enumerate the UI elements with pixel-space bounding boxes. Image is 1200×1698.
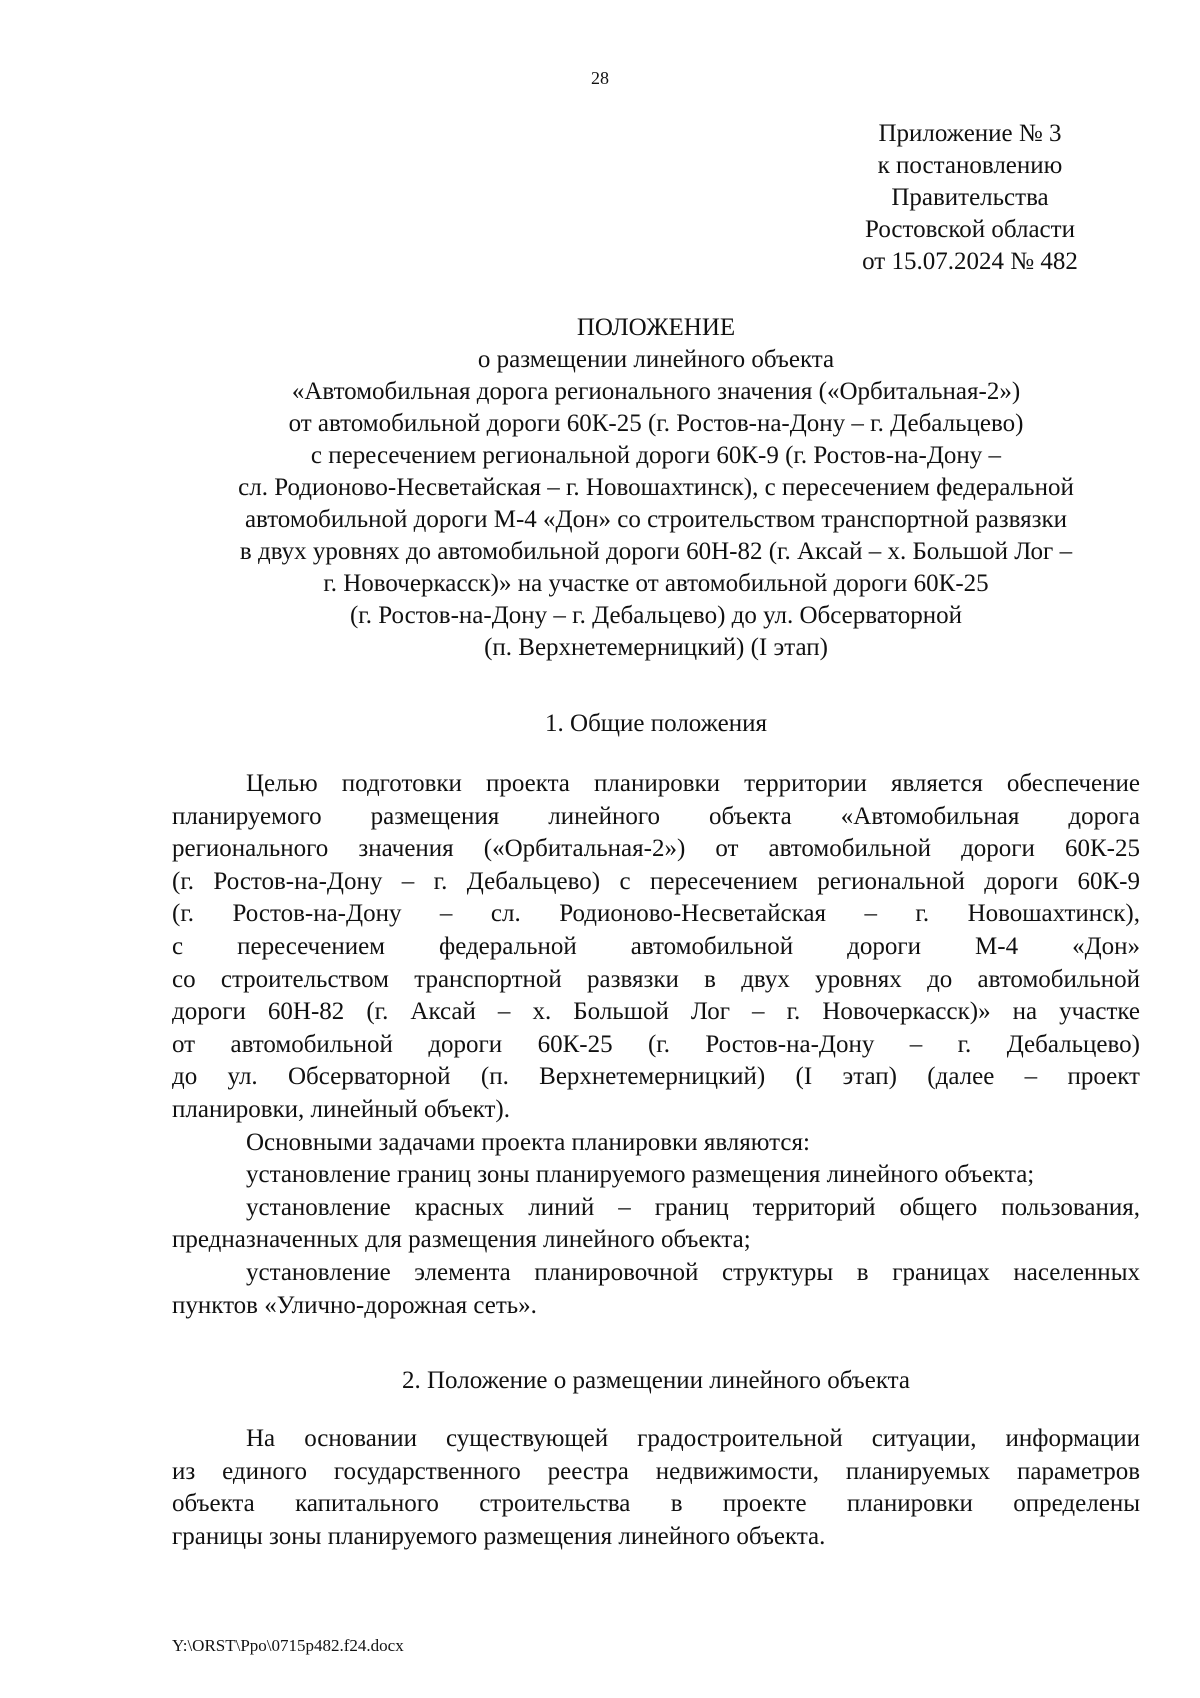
paragraph-line: объекта капитального строительства в проекте планировки определены [172, 1490, 1140, 1518]
paragraph-line: установление красных линий – границ территорий общего пользования, [246, 1193, 1140, 1221]
paragraph-line: (г. Ростов-на-Дону – г. Дебальцево) с пересечением региональной дороги 60К-9 [172, 867, 1140, 895]
appendix-line: Ростовской области [865, 216, 1075, 243]
document-title [172, 312, 1140, 664]
paragraph-line: Целью подготовки проекта планировки территории является обеспечение [246, 770, 1140, 797]
paragraph-line: На основании существующей градостроительной ситуации, информации [246, 1425, 1140, 1452]
section-2-body [172, 1423, 1140, 1553]
paragraph-line: предназначенных для размещения линейного объекта; [172, 1226, 751, 1254]
paragraph-line: с пересечением федеральной автомобильной дороги М-4 «Дон» [172, 932, 1140, 960]
paragraph-line: из единого государственного реестра недвижимости, планируемых параметров [172, 1457, 1140, 1485]
appendix-line: Приложение № 3 [878, 120, 1062, 147]
paragraph-line: планируемого размещения линейного объекта «Автомобильная дорога [172, 802, 1140, 830]
title-line: «Автомобильная дорога регионального значения («Орбитальная-2») [291, 378, 1021, 405]
title-line: о размещении линейного объекта [477, 346, 835, 373]
page-number: 28 [591, 68, 609, 88]
paragraph-line: (г. Ростов-на-Дону – сл. Родионово-Несветайская – г. Новошахтинск), [172, 900, 1140, 928]
paragraph-line: установление элемента планировочной структуры в границах населенных [246, 1258, 1140, 1286]
appendix-line: от 15.07.2024 № 482 [862, 248, 1078, 275]
paragraph-line: регионального значения («Орбитальная-2») от автомобильной дороги 60К-25 [172, 835, 1140, 863]
appendix-line: к постановлению [877, 152, 1063, 179]
file-path-footer: Y:\ORST\Ppo\0715p482.f24.docx [172, 1636, 404, 1655]
appendix-header [830, 118, 1110, 278]
title-line: в двух уровнях до автомобильной дороги 60Н-82 (г. Аксай – х. Большой Лог – [239, 538, 1073, 565]
title-line: (п. Верхнетемерницкий) (I этап) [484, 634, 828, 661]
paragraph-line: Основными задачами проекта планировки являются: [246, 1128, 810, 1156]
section-1-body [172, 768, 1140, 1322]
section-2-heading: 2. Положение о размещении линейного объекта [402, 1367, 910, 1394]
title-heading: ПОЛОЖЕНИЕ [576, 314, 736, 341]
paragraph-line: установление границ зоны планируемого размещения линейного объекта; [246, 1161, 1035, 1189]
paragraph-line: от автомобильной дороги 60К-25 (г. Ростов-на-Дону – г. Дебальцево) [172, 1030, 1140, 1058]
paragraph-line: до ул. Обсерваторной (п. Верхнетемерницкий) (I этап) (далее – проект [172, 1063, 1140, 1091]
title-line: сл. Родионово-Несветайская – г. Новошахтинск), с пересечением федеральной [238, 474, 1074, 501]
title-line: с пересечением региональной дороги 60К-9 (г. Ростов-на-Дону – [310, 442, 1002, 469]
appendix-line: Правительства [891, 184, 1049, 211]
paragraph-line: дороги 60Н-82 (г. Аксай – х. Большой Лог – г. Новочеркасск)» на участке [172, 998, 1140, 1026]
title-line: (г. Ростов-на-Дону – г. Дебальцево) до ул. Обсерваторной [349, 602, 963, 629]
title-line: от автомобильной дороги 60К-25 (г. Ростов-на-Дону – г. Дебальцево) [288, 410, 1024, 437]
paragraph-line: пунктов «Улично-дорожная сеть». [172, 1291, 537, 1319]
title-line: г. Новочеркасск)» на участке от автомобильной дороги 60К-25 [323, 570, 989, 597]
title-line: автомобильной дороги М-4 «Дон» со строительством транспортной развязки [244, 506, 1068, 533]
paragraph-line: планировки, линейный объект). [172, 1095, 510, 1123]
section-1-heading: 1. Общие положения [545, 710, 767, 737]
paragraph-line: границы зоны планируемого размещения линейного объекта. [172, 1522, 826, 1550]
paragraph-line: со строительством транспортной развязки в двух уровнях до автомобильной [172, 965, 1140, 993]
